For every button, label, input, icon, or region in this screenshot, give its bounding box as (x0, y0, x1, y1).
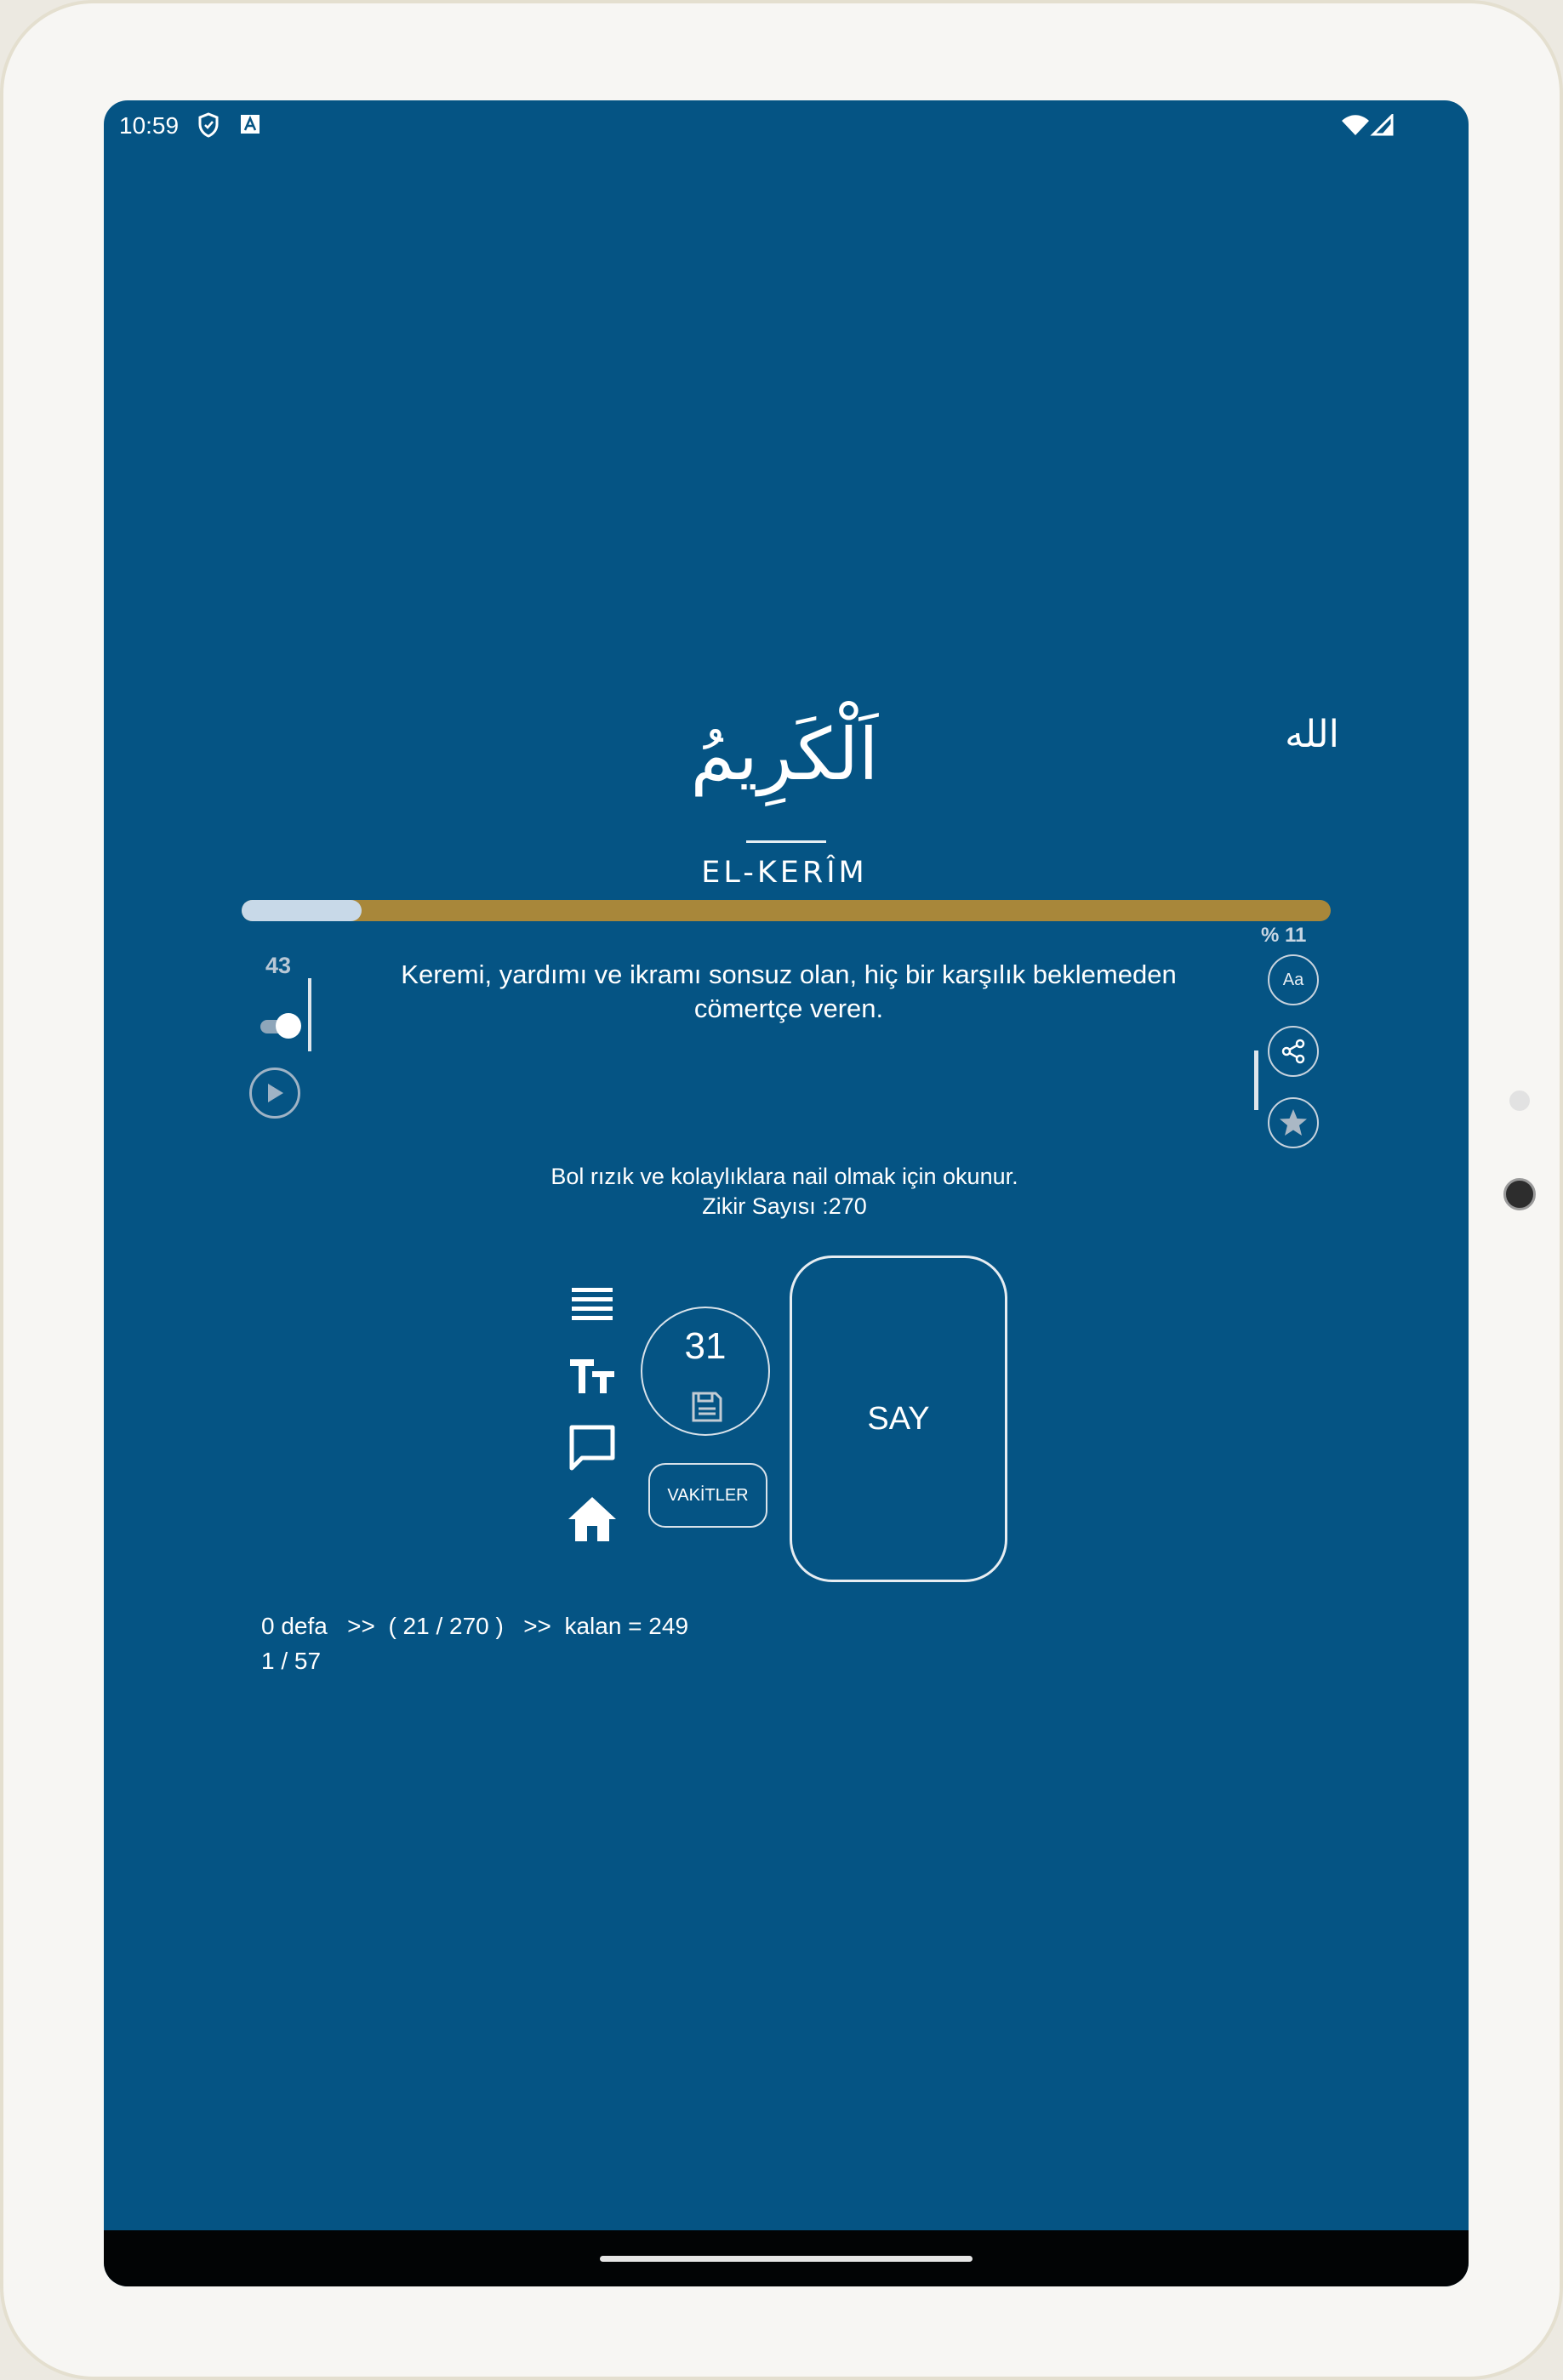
name-number: 43 (265, 953, 292, 978)
page-indicator: 1 / 57 (261, 1648, 322, 1674)
text-size-icon[interactable] (565, 1349, 619, 1404)
comment-icon[interactable] (565, 1421, 619, 1475)
zikir-count: Zikir Sayısı :270 (702, 1193, 867, 1219)
meaning-text: Keremi, yardımı ve ikramı sonsuz olan, hiç bir karşılık beklemeden cömertçe veren. (401, 959, 1177, 1023)
left-divider (308, 978, 311, 1051)
virtue-text (546, 1162, 1023, 1221)
system-nav-bar (104, 2230, 1469, 2286)
font-size-button[interactable] (1268, 954, 1319, 1005)
home-gesture-handle[interactable] (600, 2256, 973, 2262)
allah-glyph: الله (1285, 713, 1339, 756)
counter-value: 31 (684, 1325, 727, 1367)
say-button[interactable]: SAY (790, 1255, 1007, 1582)
star-icon (1278, 1107, 1309, 1138)
counter-display[interactable] (641, 1307, 770, 1436)
right-divider (1254, 1051, 1258, 1110)
wifi-icon (1341, 114, 1370, 136)
list-icon[interactable] (565, 1279, 619, 1334)
auto-toggle[interactable] (257, 1013, 301, 1039)
home-icon[interactable] (565, 1492, 619, 1546)
shield-icon (197, 112, 220, 138)
signal-icon (1370, 114, 1394, 136)
font-size-label: Aa (1282, 970, 1304, 989)
camera-lens (1503, 1178, 1536, 1210)
play-icon (264, 1081, 286, 1105)
virtue-line: Bol rızık ve kolaylıklara nail olmak için okunur. (550, 1164, 1018, 1189)
progress-fill (242, 900, 362, 921)
arabic-name: اَلْكَرِيمُ (690, 713, 879, 796)
progress-percent: % 11 (1261, 924, 1307, 947)
favorite-button[interactable] (1268, 1097, 1319, 1148)
keyboard-a-icon (240, 114, 260, 134)
latin-name: EL-KERÎM (701, 856, 868, 890)
sensor-dot (1509, 1090, 1530, 1111)
app-screen (104, 100, 1469, 2286)
share-icon (1280, 1038, 1307, 1065)
share-button[interactable] (1268, 1026, 1319, 1077)
play-button[interactable] (249, 1068, 300, 1119)
status-time: 10:59 (119, 112, 180, 139)
name-divider (746, 840, 826, 843)
toggle-knob (276, 1013, 301, 1039)
progress-bar (242, 900, 1331, 921)
vakitler-button[interactable]: VAKİTLER (648, 1463, 767, 1528)
count-summary: 0 defa >> ( 21 / 270 ) >> kalan = 249 (261, 1613, 689, 1639)
save-icon[interactable] (690, 1390, 724, 1424)
